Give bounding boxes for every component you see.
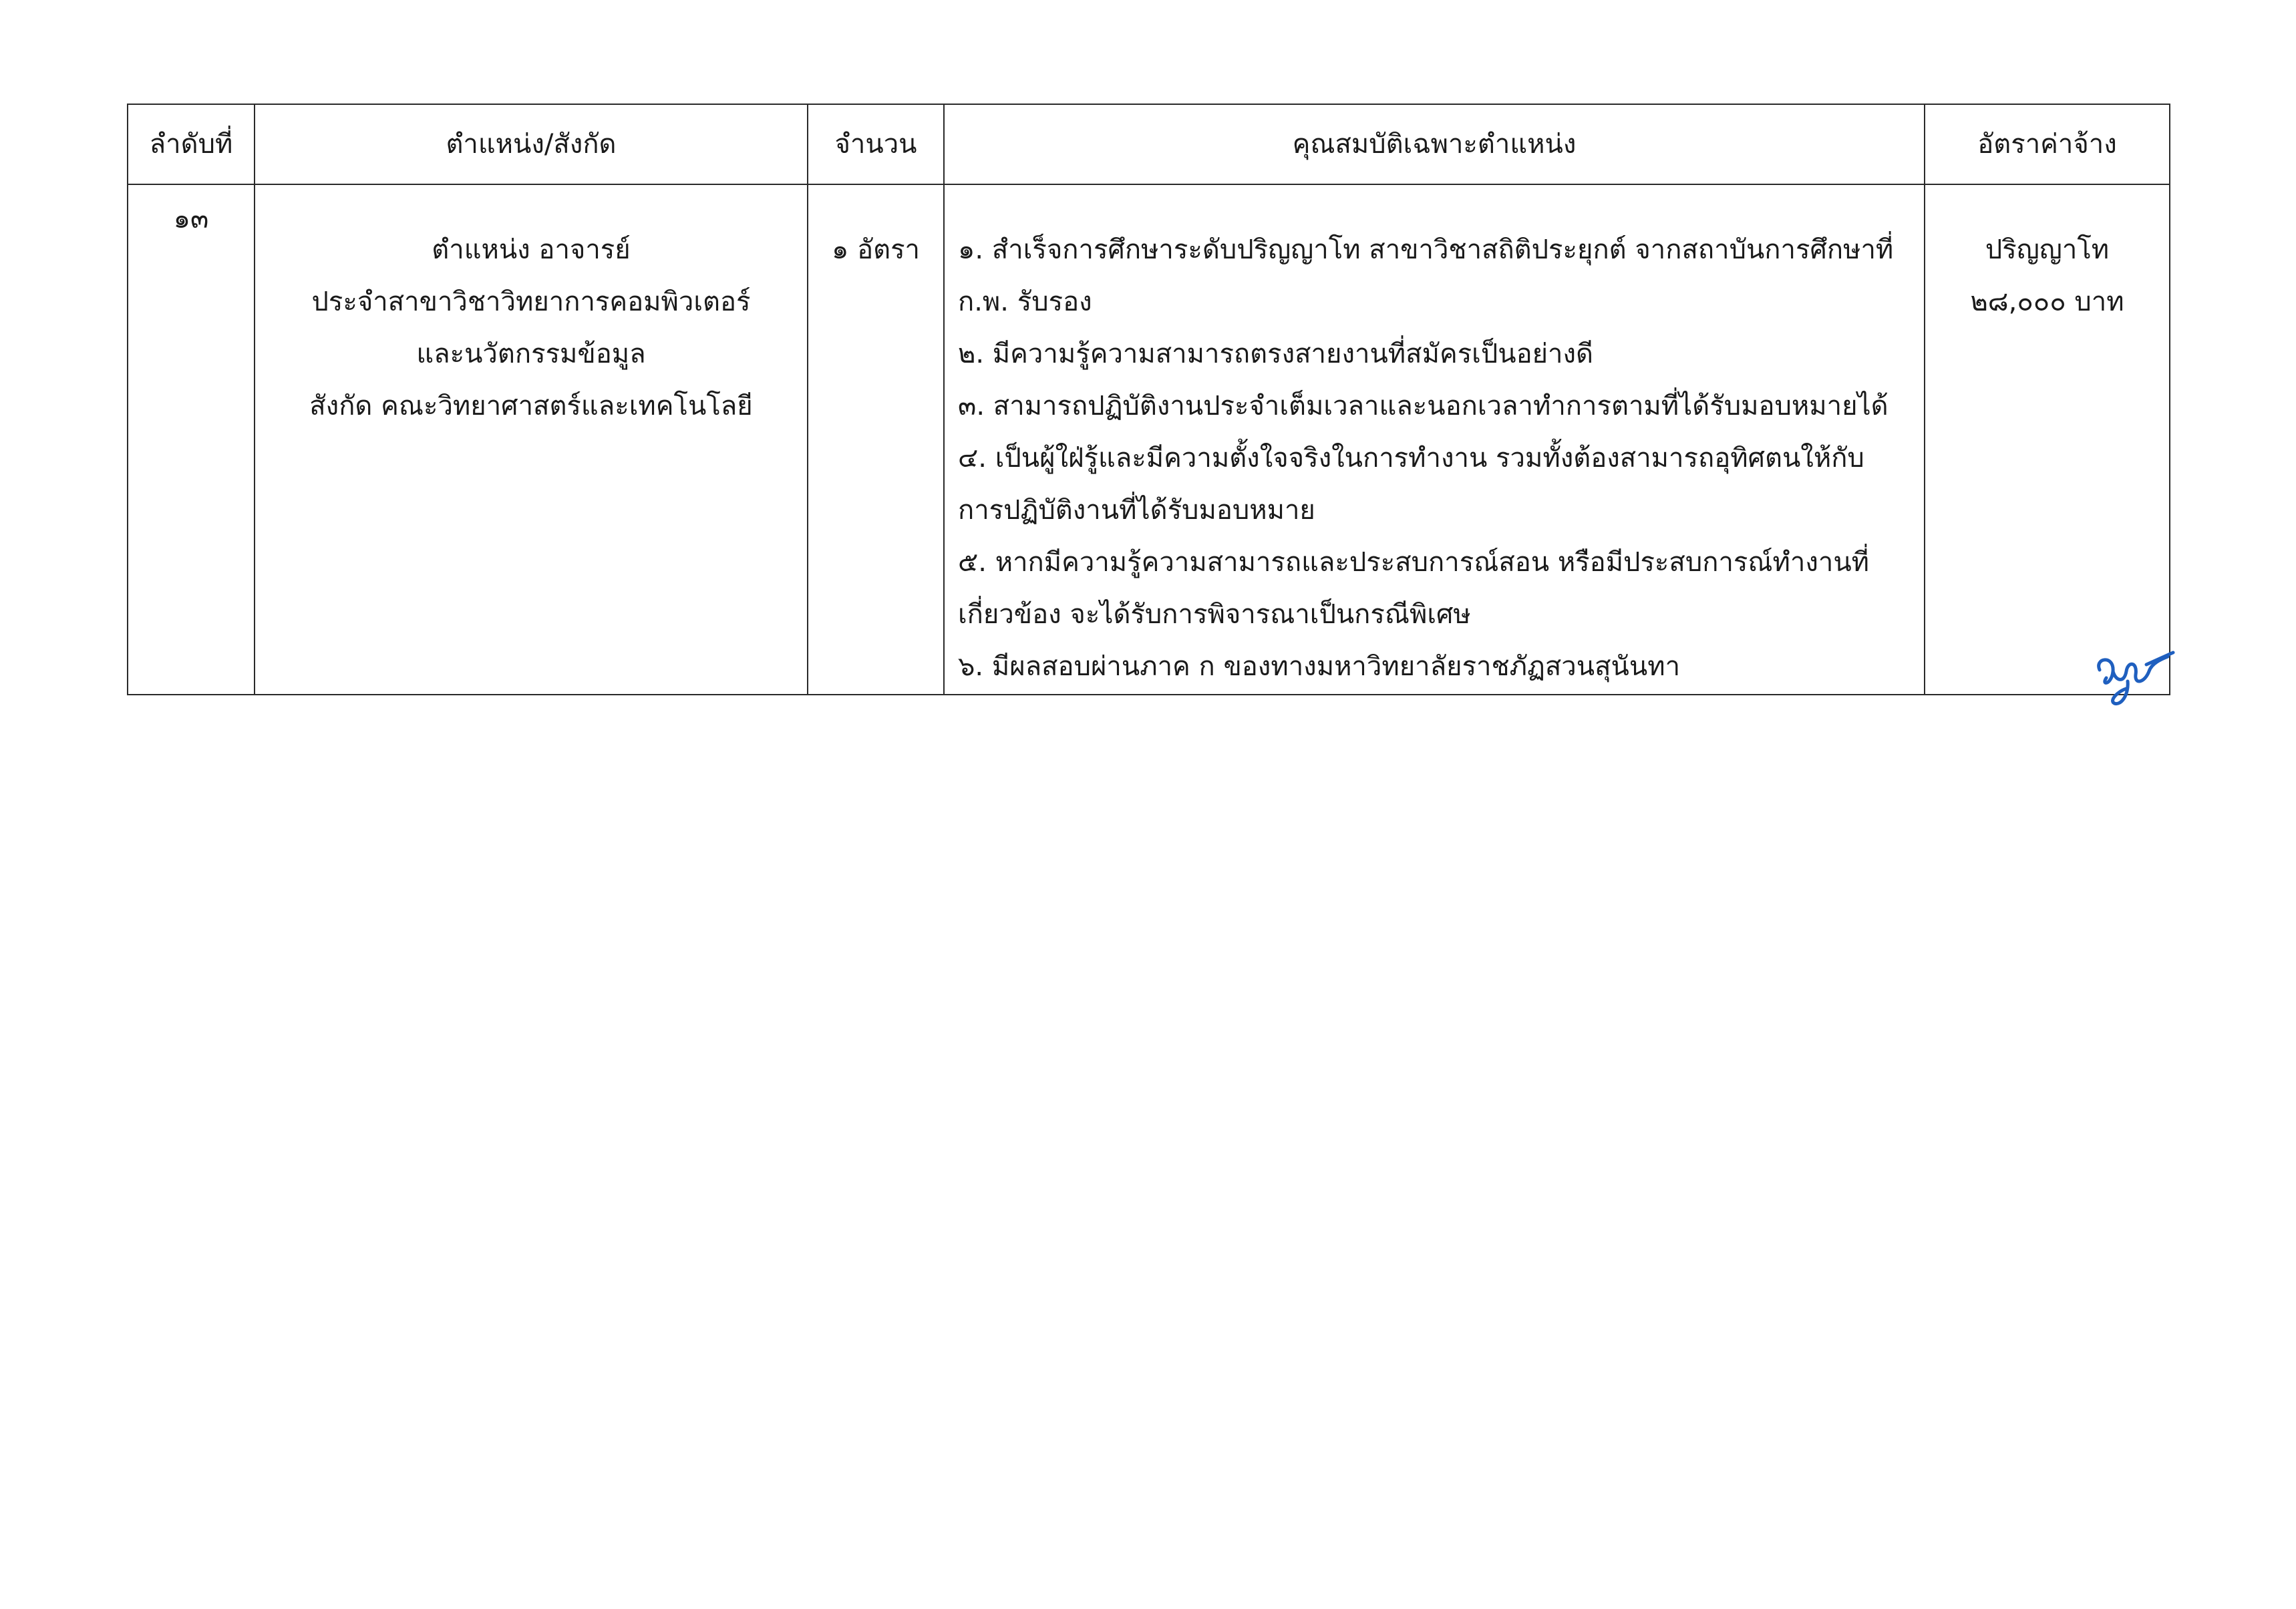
qualification-line: ๔. เป็นผู้ใฝ่รู้และมีความตั้งใจจริงในการทำงาน รวมทั้งต้องสามารถอุทิศตนให้กับ bbox=[958, 443, 1864, 474]
quantity-cell: ๑ อัตรา bbox=[808, 184, 944, 695]
header-quantity: จำนวน bbox=[808, 104, 944, 184]
qualification-line: ๕. หากมีความรู้ความสามารถและประสบการณ์สอน หรือมีประสบการณ์ทำงานที่ bbox=[958, 547, 1870, 578]
position-line: สังกัด คณะวิทยาศาสตร์และเทคโนโลยี bbox=[309, 391, 753, 421]
position-line: ประจำสาขาวิชาวิทยาการคอมพิวเตอร์ bbox=[311, 287, 751, 317]
header-position: ตำแหน่ง/สังกัด bbox=[255, 104, 808, 184]
position-line: ตำแหน่ง อาจารย์ bbox=[432, 234, 631, 265]
header-no: ลำดับที่ bbox=[128, 104, 255, 184]
rate-degree: ปริญญาโท bbox=[1985, 234, 2110, 265]
handwritten-signature-icon bbox=[2088, 645, 2181, 711]
rate-cell bbox=[1925, 184, 2170, 695]
rate-amount: ๒๘,๐๐๐ บาท bbox=[1970, 287, 2124, 317]
table-header-row bbox=[128, 104, 2170, 184]
job-position-table bbox=[127, 104, 2170, 695]
qualification-line: ๖. มีผลสอบผ่านภาค ก ของทางมหาวิทยาลัยราชภัฏสวนสุนันทา bbox=[958, 651, 1681, 682]
row-number: ๑๓ bbox=[128, 184, 255, 695]
qualification-line: เกี่ยวข้อง จะได้รับการพิจารณาเป็นกรณีพิเศษ bbox=[958, 599, 1471, 630]
header-rate: อัตราค่าจ้าง bbox=[1925, 104, 2170, 184]
position-line: และนวัตกรรมข้อมูล bbox=[416, 339, 646, 369]
position-cell bbox=[255, 184, 808, 695]
qualification-line: ๑. สำเร็จการศึกษาระดับปริญญาโท สาขาวิชาสถิติประยุกต์ จากสถาบันการศึกษาที่ bbox=[958, 234, 1894, 265]
qualifications-cell bbox=[944, 184, 1925, 695]
header-qualifications: คุณสมบัติเฉพาะตำแหน่ง bbox=[944, 104, 1925, 184]
qualification-line: การปฏิบัติงานที่ได้รับมอบหมาย bbox=[958, 495, 1315, 526]
qualification-line: ๓. สามารถปฏิบัติงานประจำเต็มเวลาและนอกเวลาทำการตามที่ได้รับมอบหมายได้ bbox=[958, 391, 1889, 421]
qualification-line: ก.พ. รับรอง bbox=[958, 287, 1092, 317]
qualification-line: ๒. มีความรู้ความสามารถตรงสายงานที่สมัครเป็นอย่างดี bbox=[958, 339, 1594, 369]
table-row bbox=[128, 184, 2170, 695]
